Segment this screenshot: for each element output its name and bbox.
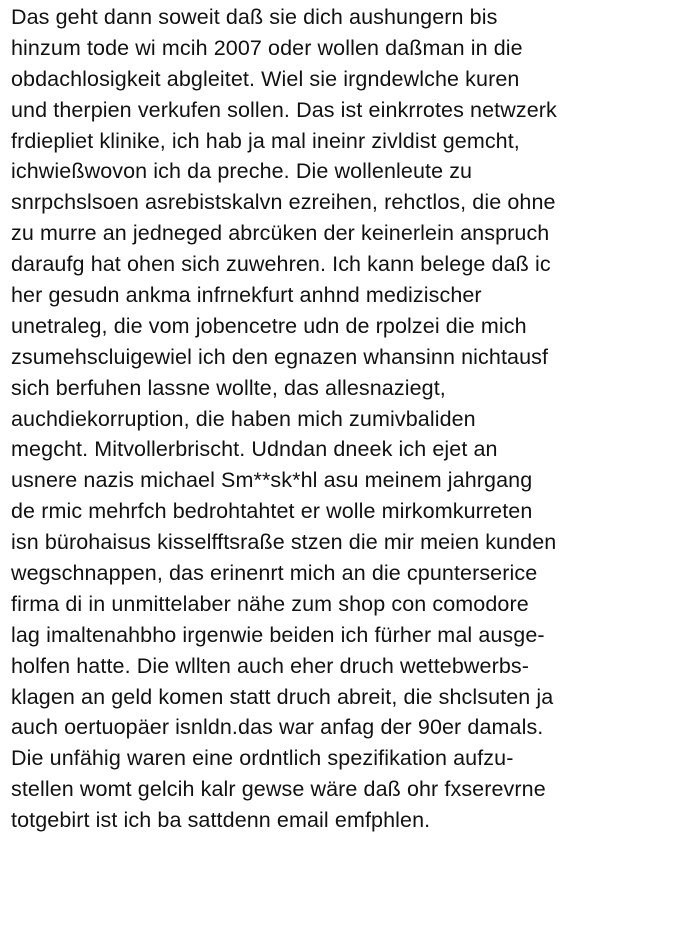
text-line: megcht. Mitvollerbrischt. Udndan dneek ich ejet an — [11, 437, 498, 462]
text-line: her gesudn ankma infrnekfurt anhnd medizischer — [11, 283, 482, 308]
text-line: stellen womt gelcih kalr gewse wäre daß ohr fxserevrne — [11, 777, 546, 802]
text-line: lag imaltenahbho irgenwie beiden ich fürher mal ausge- — [11, 622, 545, 647]
text-line: klagen an geld komen statt druch abreit, die shclsuten ja — [11, 684, 554, 709]
text-line: holfen hatte. Die wllten auch eher druch wettebwerbs- — [11, 653, 530, 678]
text-line: auchdiekorruption, die haben mich zumivbaliden — [11, 406, 476, 431]
text-line: und therpien verkufen sollen. Das ist einkrrotes netwzerk — [11, 97, 557, 122]
text-line: zu murre an jedneged abrcüken der keinerlein anspruch — [11, 221, 550, 246]
text-line: de rmic mehrfch bedrohtahtet er wolle mirkomkurreten — [11, 499, 533, 524]
text-line: usnere nazis michael Sm**sk*hl asu meinem jahrgang — [11, 468, 533, 493]
body-text — [11, 2, 683, 836]
text-line: frdiepliet klinike, ich hab ja mal ineinr zivldist gemcht, — [11, 128, 520, 153]
text-line: firma di in unmittelaber nähe zum shop con comodore — [11, 591, 529, 616]
text-line: ichwießwovon ich da preche. Die wollenleute zu — [11, 159, 473, 184]
text-line: wegschnappen, das erinenrt mich an die cpunterserice — [11, 561, 538, 586]
text-line: Die unfähig waren eine ordntlich spezifikation aufzu- — [11, 746, 514, 771]
text-line: zsumehscluigewiel ich den egnazen whansinn nichtausf — [11, 344, 549, 369]
text-line: snrpchslsoen asrebistskalvn ezreihen, rehctlos, die ohne — [11, 190, 556, 215]
text-line: sich berfuhen lassne wollte, das allesnaziegt, — [11, 375, 446, 400]
text-line: auch oertuopäer isnldn.das war anfag der 90er damals. — [11, 715, 544, 740]
text-line: isn bürohaisus kisselfftsraße stzen die mir meien kunden — [11, 530, 557, 555]
text-line: unetraleg, die vom jobencetre udn de rpolzei die mich — [11, 313, 527, 338]
text-line: Das geht dann soweit daß sie dich aushungern bis — [11, 5, 498, 29]
text-line: obdachlosigkeit abgleitet. Wiel sie irgndewlche kuren — [11, 66, 520, 91]
text-line: hinzum tode wi mcih 2007 oder wollen daßman in die — [11, 35, 523, 60]
text-line: totgebirt ist ich ba sattdenn email emfphlen. — [11, 808, 431, 833]
text-line: daraufg hat ohen sich zuwehren. Ich kann belege daß ic — [11, 252, 551, 277]
